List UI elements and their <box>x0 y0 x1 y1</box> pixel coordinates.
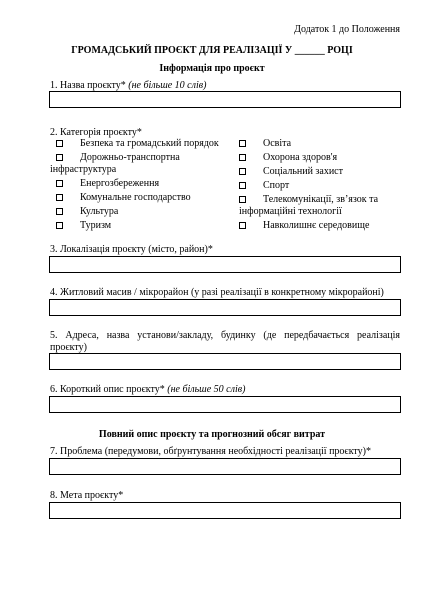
category-option-social-protection: Соціальний захист <box>263 166 343 177</box>
address-label-line1: 5. Адреса, назва установи/закладу, будинку (де передбачається реалізація <box>50 330 400 341</box>
category-option-sport: Спорт <box>263 180 290 191</box>
category-checkbox-environment[interactable] <box>239 222 246 229</box>
category-option-environment: Навколишнє середовище <box>263 220 370 231</box>
category-option-road-transport: Дорожньо-транспортна <box>80 152 180 163</box>
project-name-hint: (не більше 10 слів) <box>128 80 207 91</box>
project-name-field[interactable] <box>49 91 401 108</box>
appendix-note: Додаток 1 до Положення <box>294 24 400 35</box>
category-checkbox-energy[interactable] <box>56 180 63 187</box>
category-checkbox-sport[interactable] <box>239 182 246 189</box>
category-option-road-transport-cont: інфраструктура <box>50 164 117 175</box>
section-title-info: Інформація про проєкт <box>159 63 265 74</box>
category-option-culture: Культура <box>80 206 119 217</box>
microdistrict-label: 4. Житловий масив / мікрорайон (у разі реалізації в конкретному мікрорайоні) <box>50 287 384 298</box>
short-description-hint: (не більше 50 слів) <box>167 384 246 395</box>
problem-field[interactable] <box>49 458 401 475</box>
short-description-label <box>50 384 245 396</box>
address-field[interactable] <box>49 353 401 370</box>
category-option-education: Освіта <box>263 138 292 149</box>
category-checkbox-utilities[interactable] <box>56 194 63 201</box>
project-name-label-text: 1. Назва проєкту* <box>50 80 126 91</box>
goal-label: 8. Мета проєкту* <box>50 490 124 501</box>
category-checkbox-road-transport[interactable] <box>56 154 63 161</box>
category-option-utilities: Комунальне господарство <box>80 192 191 203</box>
category-checkbox-culture[interactable] <box>56 208 63 215</box>
problem-label: 7. Проблема (передумови, обґрунтування необхідності реалізації проєкту)* <box>50 446 372 457</box>
short-description-label-text: 6. Короткий опис проєкту* <box>50 384 165 395</box>
location-label: 3. Локалізація проєкту (місто, район)* <box>50 244 213 255</box>
short-description-field[interactable] <box>49 396 401 413</box>
category-checkbox-healthcare[interactable] <box>239 154 246 161</box>
category-option-healthcare: Охорона здоров'я <box>263 152 338 163</box>
category-option-tourism: Туризм <box>80 220 112 231</box>
section-title-full-description: Повний опис проєкту та прогнозний обсяг витрат <box>98 429 326 440</box>
category-option-telecom: Телекомунікації, зв’язок та <box>263 194 379 205</box>
form-title: ГРОМАДСЬКИЙ ПРОЄКТ ДЛЯ РЕАЛІЗАЦІЇ У ______ РОЦІ <box>71 45 353 56</box>
category-checkbox-security[interactable] <box>56 140 63 147</box>
category-option-security: Безпека та громадський порядок <box>80 138 219 149</box>
microdistrict-field[interactable] <box>49 299 401 316</box>
category-label: 2. Категорія проєкту* <box>50 127 142 138</box>
location-field[interactable] <box>49 256 401 273</box>
address-label-line2: проєкту) <box>50 342 87 353</box>
category-option-energy: Енергозбереження <box>80 178 160 189</box>
category-option-telecom-cont: інформаційні технології <box>239 206 342 217</box>
category-checkbox-social-protection[interactable] <box>239 168 246 175</box>
goal-field[interactable] <box>49 502 401 519</box>
category-checkbox-tourism[interactable] <box>56 222 63 229</box>
category-checkbox-education[interactable] <box>239 140 246 147</box>
category-checkbox-telecom[interactable] <box>239 196 246 203</box>
